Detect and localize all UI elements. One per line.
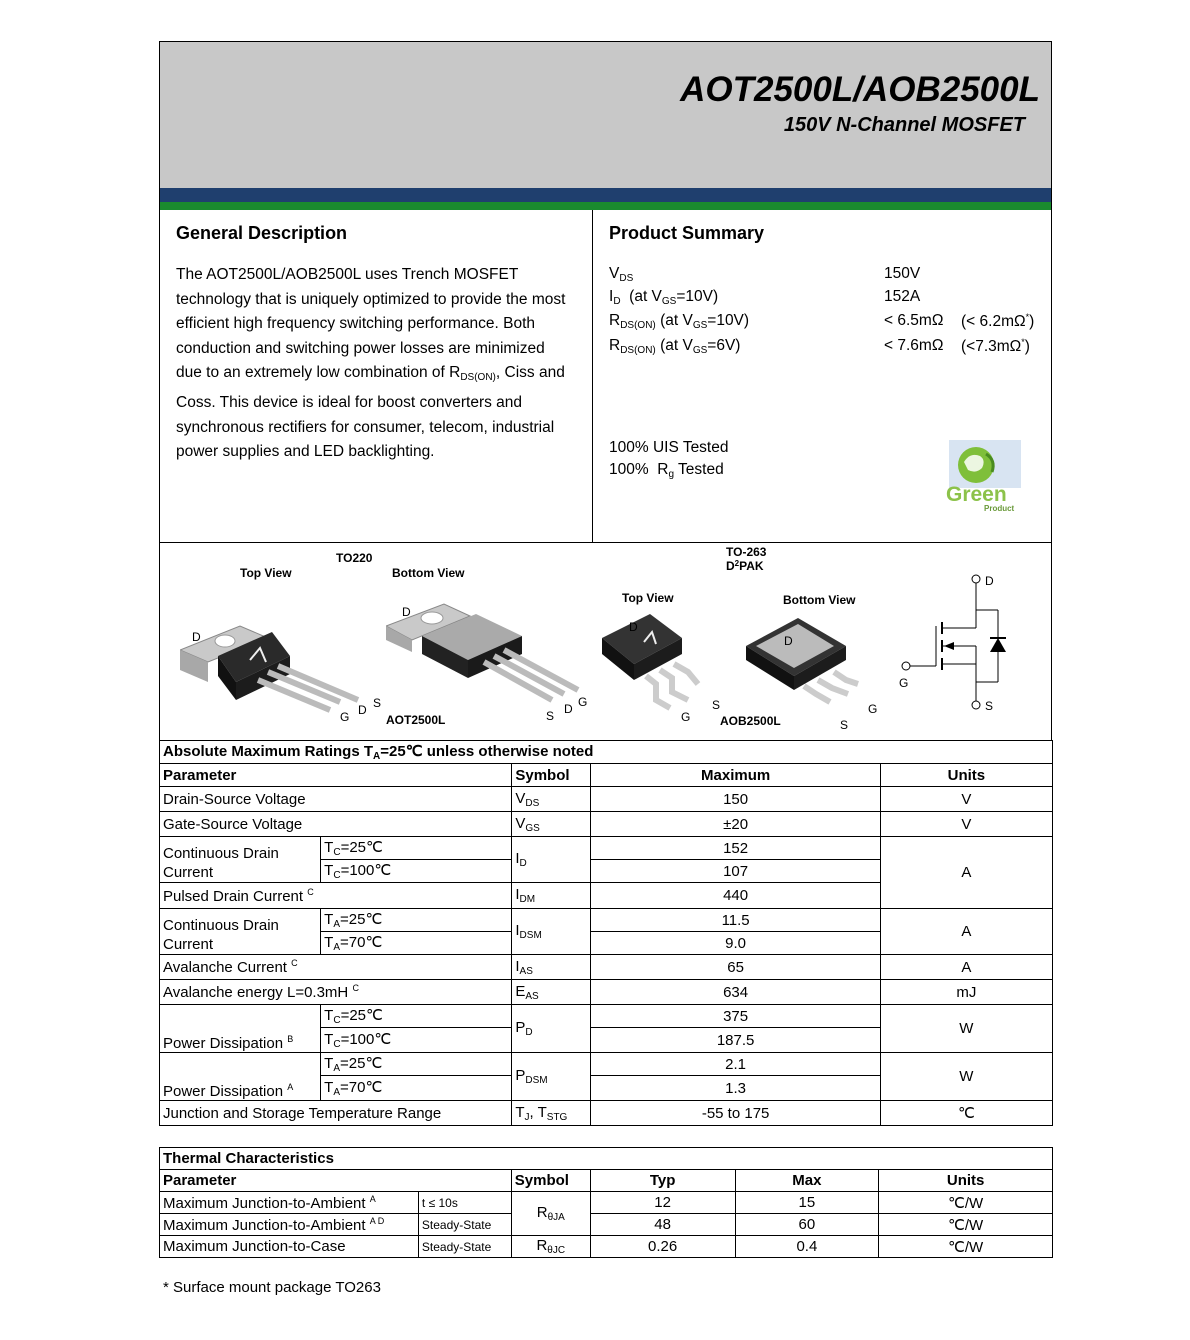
max-cell: 440 xyxy=(591,883,880,909)
param-cell: Gate-Source Voltage xyxy=(160,812,512,837)
symbol-cell: $T_J$, $T_{STG}$ xyxy=(512,1101,591,1126)
cond-cell: $T_C=100℃$ xyxy=(321,1028,512,1053)
to263-bottom-pin-g: G xyxy=(868,702,878,716)
unit-cell: V xyxy=(880,787,1052,812)
unit-cell: ℃/W xyxy=(879,1236,1053,1258)
to263-label: TO-263 xyxy=(726,545,767,559)
table-row xyxy=(160,1192,1053,1214)
general-description-heading: General Description xyxy=(176,223,348,243)
col-header-units: Units xyxy=(879,1170,1053,1192)
param-cell: Maximum Junction-to-Ambient $^A$ xyxy=(160,1192,419,1214)
symbol-cell: $P_D$ xyxy=(512,1005,591,1053)
unit-cell: mJ xyxy=(880,980,1052,1005)
to263-top-pin-d: D xyxy=(629,620,638,634)
max-cell: 2.1 xyxy=(591,1053,880,1076)
max-cell: 152 xyxy=(591,837,880,860)
symbol-cell: $R_{\theta JC}$ xyxy=(511,1236,590,1258)
product-summary-heading: Product Summary xyxy=(609,223,765,243)
max-cell: 1.3 xyxy=(591,1076,880,1101)
max-cell: ±20 xyxy=(591,812,880,837)
rg-tested: 100% $R_g$ Tested xyxy=(609,461,724,480)
desc-line: due to an extremely low combination of $R_{DS(ON)}$, Ciss and xyxy=(176,364,565,384)
desc-line: power supplies and LED backlighting. xyxy=(176,443,435,461)
table-row xyxy=(160,1053,1053,1076)
col-header-maximum: Maximum xyxy=(591,764,880,787)
unit-cell: W xyxy=(880,1005,1052,1053)
mosfet-symbol xyxy=(896,570,1016,715)
table-row xyxy=(160,980,1053,1005)
symbol-cell: $E_{AS}$ xyxy=(512,980,591,1005)
symbol-pin-s: S xyxy=(985,699,994,713)
max-cell: 9.0 xyxy=(591,932,880,955)
col-header-max: Max xyxy=(735,1170,879,1192)
param-cell: Drain-Source Voltage xyxy=(160,787,512,812)
max-cell: 634 xyxy=(591,980,880,1005)
summary-param-rdson-10v: $R_{DS(ON)}$ (at $V_{GS}=10V$) xyxy=(609,312,750,331)
to263-bottom-pin-s: S xyxy=(840,718,849,732)
to220-label: TO220 xyxy=(336,551,373,565)
param-cell: Avalanche energy L=0.3mH $^C$ xyxy=(160,980,512,1005)
page-subtitle: 150V N-Channel MOSFET xyxy=(783,114,1025,136)
unit-cell: V xyxy=(880,812,1052,837)
max-cell: 150 xyxy=(591,787,880,812)
max-cell: 11.5 xyxy=(591,909,880,932)
absolute-maximum-ratings-table xyxy=(159,740,1053,1126)
summary-param-vds: $V_{DS}$ xyxy=(609,265,634,284)
cond-cell: t ≤ 10s xyxy=(418,1192,511,1214)
aob-part-label: AOB2500L xyxy=(720,714,781,728)
abs-max-caption: Absolute Maximum Ratings $T_A=25℃$ unless otherwise noted xyxy=(160,741,1053,764)
desc-line: conduction and switching power losses are minimized xyxy=(176,339,545,357)
to263-top-pin-g: G xyxy=(681,710,691,724)
unit-cell: ℃/W xyxy=(879,1192,1053,1214)
to263-bottom-view-image xyxy=(742,610,862,720)
page-title: AOT2500L/AOB2500L xyxy=(680,70,1040,109)
symbol-cell: $I_{AS}$ xyxy=(512,955,591,980)
to263-bottom-pin-d: D xyxy=(784,634,793,648)
col-header-symbol: Symbol xyxy=(511,1170,590,1192)
cond-cell: $T_C=25℃$ xyxy=(321,837,512,860)
symbol-cell: $P_{DSM}$ xyxy=(512,1053,591,1101)
to220-top-pin-s: S xyxy=(373,696,382,710)
section-divider-h xyxy=(160,542,1051,543)
param-cell: Continuous Drain Current xyxy=(160,909,321,955)
cond-cell: $T_A=70℃$ xyxy=(321,932,512,955)
col-header-parameter: Parameter xyxy=(160,1170,512,1192)
typ-cell: 48 xyxy=(590,1214,735,1236)
table-row xyxy=(160,837,1053,860)
summary-value-rdson-10v: < 6.5mΩ xyxy=(884,312,944,329)
table-row xyxy=(160,1214,1053,1236)
symbol-pin-g: G xyxy=(899,676,909,690)
cond-cell: $T_C=25℃$ xyxy=(321,1005,512,1028)
unit-cell: ℃ xyxy=(880,1101,1052,1126)
to263-top-view-label: Top View xyxy=(622,591,674,605)
max-cell: 375 xyxy=(591,1005,880,1028)
unit-cell: ℃/W xyxy=(879,1214,1053,1236)
symbol-cell: $I_{DM}$ xyxy=(512,883,591,909)
d2pak-label: $D^2PAK$ xyxy=(726,559,764,573)
green-product-logo xyxy=(946,440,1024,514)
param-cell: Continuous Drain Current xyxy=(160,837,321,883)
table-row xyxy=(160,1101,1053,1126)
unit-cell: A xyxy=(880,837,1052,909)
cond-cell: Steady-State xyxy=(418,1236,511,1258)
symbol-cell: $I_{DSM}$ xyxy=(512,909,591,955)
thermal-characteristics-table xyxy=(159,1147,1053,1258)
cond-cell: Steady-State xyxy=(418,1214,511,1236)
thermal-caption: Thermal Characteristics xyxy=(160,1148,1053,1170)
symbol-cell: $V_{DS}$ xyxy=(512,787,591,812)
to263-bottom-view-label: Bottom View xyxy=(783,593,856,607)
col-header-typ: Typ xyxy=(590,1170,735,1192)
max-cell: 107 xyxy=(591,860,880,883)
max-cell: 0.4 xyxy=(735,1236,879,1258)
to263-top-pin-s: S xyxy=(712,698,721,712)
max-cell: 187.5 xyxy=(591,1028,880,1053)
table-row xyxy=(160,909,1053,932)
table-row xyxy=(160,787,1053,812)
col-header-units: Units xyxy=(880,764,1052,787)
logo-subtext: Product xyxy=(984,504,1015,513)
desc-line: The AOT2500L/AOB2500L uses Trench MOSFET xyxy=(176,266,519,283)
section-divider xyxy=(592,210,593,542)
desc-line: technology that is uniquely optimized to provide the most xyxy=(176,290,566,308)
uis-tested: 100% UIS Tested xyxy=(609,439,729,456)
to220-bottom-pin-g: G xyxy=(578,695,588,709)
summary-param-id: $I_D$ (at $V_{GS}=10V$) xyxy=(609,288,719,307)
to220-bottom-view-image xyxy=(386,600,586,710)
unit-cell: A xyxy=(880,955,1052,980)
desc-line: efficient high frequency switching performance. Both xyxy=(176,315,535,333)
general-description-text xyxy=(176,263,586,465)
typ-cell: 0.26 xyxy=(590,1236,735,1258)
table-row xyxy=(160,1005,1053,1028)
symbol-cell: $I_D$ xyxy=(512,837,591,883)
col-header-parameter: Parameter xyxy=(160,764,512,787)
symbol-pin-d: D xyxy=(985,574,994,588)
param-cell: Avalanche Current $^C$ xyxy=(160,955,512,980)
to220-top-pin-g: G xyxy=(340,710,350,724)
max-cell: 15 xyxy=(735,1192,879,1214)
desc-line: synchronous rectifiers for consumer, telecom, industrial xyxy=(176,418,555,436)
table-row xyxy=(160,812,1053,837)
summary-extra-rdson-6v: (<7.3mΩ*) xyxy=(961,337,1030,355)
param-cell: Pulsed Drain Current $^C$ xyxy=(160,883,512,909)
logo-text: Green xyxy=(946,483,1007,506)
to220-bottom-pin-s: S xyxy=(546,709,555,723)
param-cell: Junction and Storage Temperature Range xyxy=(160,1101,512,1126)
to220-bottom-view-label: Bottom View xyxy=(392,566,465,580)
desc-line: Coss. This device is ideal for boost converters and xyxy=(176,393,523,411)
max-cell: -55 to 175 xyxy=(591,1101,880,1126)
symbol-cell: $V_{GS}$ xyxy=(512,812,591,837)
summary-param-rdson-6v: $R_{DS(ON)}$ (at $V_{GS}=6V$) xyxy=(609,337,741,356)
aot-part-label: AOT2500L xyxy=(386,713,446,727)
typ-cell: 12 xyxy=(590,1192,735,1214)
to220-top-view-label: Top View xyxy=(240,566,292,580)
summary-value-id: 152A xyxy=(884,288,921,305)
table-row xyxy=(160,1236,1053,1258)
to220-top-view-image xyxy=(180,620,380,720)
symbol-cell: $R_{\theta JA}$ xyxy=(511,1192,590,1236)
footnote: * Surface mount package TO263 xyxy=(163,1279,381,1296)
summary-extra-rdson-10v: (< 6.2mΩ*) xyxy=(961,312,1035,330)
table-row xyxy=(160,955,1053,980)
param-cell: Maximum Junction-to-Ambient $^{A D}$ xyxy=(160,1214,419,1236)
max-cell: 65 xyxy=(591,955,880,980)
param-cell: Power Dissipation $^B$ xyxy=(160,1005,321,1053)
cond-cell: $T_A=25℃$ xyxy=(321,909,512,932)
col-header-symbol: Symbol xyxy=(512,764,591,787)
param-cell: Maximum Junction-to-Case xyxy=(160,1236,419,1258)
to220-bottom-pin-d2: D xyxy=(564,702,573,716)
summary-value-rdson-6v: < 7.6mΩ xyxy=(884,337,944,354)
max-cell: 60 xyxy=(735,1214,879,1236)
unit-cell: W xyxy=(880,1053,1052,1101)
unit-cell: A xyxy=(880,909,1052,955)
summary-value-vds: 150V xyxy=(884,265,921,282)
cond-cell: $T_A=25℃$ xyxy=(321,1053,512,1076)
to263-top-view-image xyxy=(598,608,721,718)
to220-top-pin-d: D xyxy=(192,630,201,644)
to220-bottom-pin-d: D xyxy=(402,605,411,619)
cond-cell: $T_C=100℃$ xyxy=(321,860,512,883)
param-cell: Power Dissipation $^A$ xyxy=(160,1053,321,1101)
cond-cell: $T_A=70℃$ xyxy=(321,1076,512,1101)
to220-top-pin-d2: D xyxy=(358,703,367,717)
